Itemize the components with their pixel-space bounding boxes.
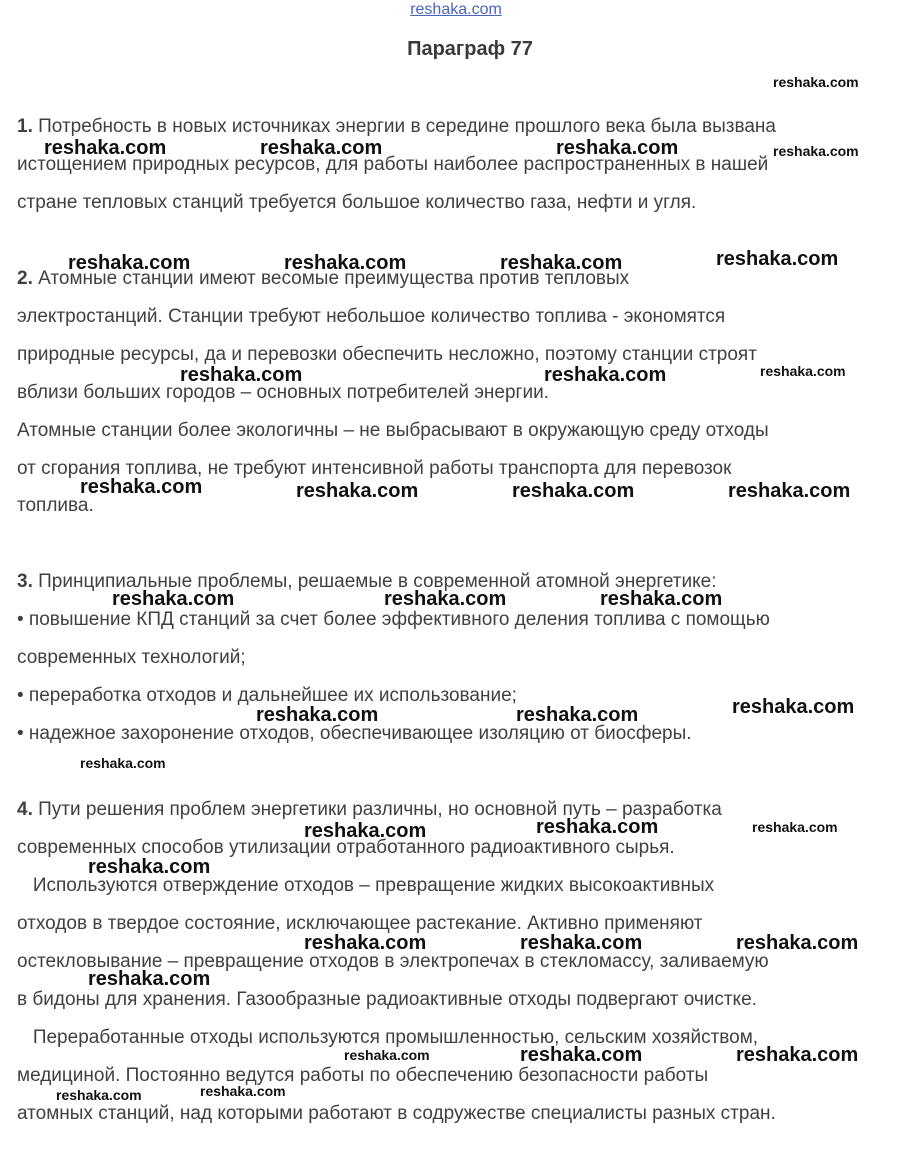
p4-line-6: в бидоны для хранения. Газообразные радиоактивные отходы подвергают очистке. bbox=[17, 989, 757, 1010]
watermark: reshaka.com bbox=[716, 248, 839, 270]
p2-line-7: топлива. bbox=[17, 495, 94, 516]
watermark: reshaka.com bbox=[500, 252, 623, 274]
watermark: reshaka.com bbox=[304, 820, 427, 842]
watermark: reshaka.com bbox=[260, 137, 383, 159]
p2-line-5: Атомные станции более экологичны – не выбрасывают в окружающую среду отходы bbox=[17, 420, 769, 441]
watermark: reshaka.com bbox=[80, 755, 166, 771]
p1-line-1 bbox=[17, 116, 776, 138]
watermark: reshaka.com bbox=[516, 704, 639, 726]
watermark: reshaka.com bbox=[284, 252, 407, 274]
p2-number: 2. bbox=[17, 268, 33, 289]
p4-line-2: современных способов утилизации отработанного радиоактивного сырья. bbox=[17, 837, 675, 858]
watermark: reshaka.com bbox=[520, 1044, 643, 1066]
p1-text-1: Потребность в новых источниках энергии в середине прошлого века была вызвана bbox=[32, 116, 776, 137]
p3-line-3: современных технологий; bbox=[17, 647, 246, 668]
watermark: reshaka.com bbox=[752, 819, 838, 835]
watermark: reshaka.com bbox=[384, 588, 507, 610]
p3-line-5: • надежное захоронение отходов, обеспечивающее изоляцию от биосферы. bbox=[17, 723, 692, 744]
p2-line-3: природные ресурсы, да и перевозки обеспечить несложно, поэтому станции строят bbox=[17, 344, 757, 365]
watermark: reshaka.com bbox=[736, 1044, 859, 1066]
p4-number: 4. bbox=[17, 799, 33, 820]
p2-line-6: от сгорания топлива, не требуют интенсивной работы транспорта для перевозок bbox=[17, 458, 732, 479]
p4-line-7: Переработанные отходы используются промышленностью, сельским хозяйством, bbox=[17, 1027, 759, 1048]
watermark: reshaka.com bbox=[344, 1047, 430, 1063]
watermark: reshaka.com bbox=[68, 252, 191, 274]
p4-text-1: Пути решения проблем энергетики различны, но основной путь – разработка bbox=[32, 799, 722, 820]
p1-number: 1. bbox=[17, 116, 33, 137]
p4-line-5: остекловывание – превращение отходов в электропечах в стекломассу, заливаемую bbox=[17, 951, 769, 972]
watermark: reshaka.com bbox=[88, 968, 211, 990]
watermark: reshaka.com bbox=[760, 363, 846, 379]
p3-line-4: • переработка отходов и дальнейшее их использование; bbox=[17, 685, 517, 706]
watermark: reshaka.com bbox=[773, 74, 859, 90]
page-title: Параграф 77 bbox=[407, 38, 533, 60]
watermark: reshaka.com bbox=[556, 137, 679, 159]
p4-line-4: отходов в твердое состояние, исключающее растекание. Активно применяют bbox=[17, 913, 703, 934]
watermark: reshaka.com bbox=[512, 480, 635, 502]
watermark: reshaka.com bbox=[112, 588, 235, 610]
watermark: reshaka.com bbox=[44, 137, 167, 159]
p1-line-2: истощением природных ресурсов, для работы наиболее распространенных в нашей bbox=[17, 154, 769, 175]
watermark: reshaka.com bbox=[773, 143, 859, 159]
watermark: reshaka.com bbox=[80, 476, 203, 498]
p2-line-4: вблизи больших городов – основных потребителей энергии. bbox=[17, 382, 549, 403]
watermark: reshaka.com bbox=[544, 364, 667, 386]
watermark: reshaka.com bbox=[180, 364, 303, 386]
p3-text-1: Принципиальные проблемы, решаемые в современной атомной энергетике: bbox=[32, 571, 717, 592]
watermark: reshaka.com bbox=[536, 816, 659, 838]
watermark: reshaka.com bbox=[728, 480, 851, 502]
watermark: reshaka.com bbox=[296, 480, 419, 502]
watermark: reshaka.com bbox=[256, 704, 379, 726]
watermark: reshaka.com bbox=[200, 1083, 286, 1099]
p4-line-8: медициной. Постоянно ведутся работы по обеспечению безопасности работы bbox=[17, 1065, 709, 1086]
p4-line-9: атомных станций, над которыми работают в содружестве специалисты разных стран. bbox=[17, 1103, 776, 1124]
p3-line-2: • повышение КПД станций за счет более эффективного деления топлива с помощью bbox=[17, 609, 770, 630]
watermark: reshaka.com bbox=[600, 588, 723, 610]
site-link-top[interactable]: reshaka.com bbox=[410, 1, 502, 18]
p2-text-1: Атомные станции имеют весомые преимущества против тепловых bbox=[32, 268, 630, 289]
watermark: reshaka.com bbox=[520, 932, 643, 954]
p2-line-2: электростанций. Станции требуют небольшое количество топлива - экономятся bbox=[17, 306, 726, 327]
p3-number: 3. bbox=[17, 571, 33, 592]
watermark: reshaka.com bbox=[88, 856, 211, 878]
p4-line-3: Используются отверждение отходов – превращение жидких высокоактивных bbox=[17, 875, 715, 896]
watermark: reshaka.com bbox=[736, 932, 859, 954]
watermark: reshaka.com bbox=[56, 1087, 142, 1103]
watermark: reshaka.com bbox=[732, 696, 855, 718]
watermark: reshaka.com bbox=[304, 932, 427, 954]
p1-line-3: стране тепловых станций требуется большое количество газа, нефти и угля. bbox=[17, 192, 697, 213]
